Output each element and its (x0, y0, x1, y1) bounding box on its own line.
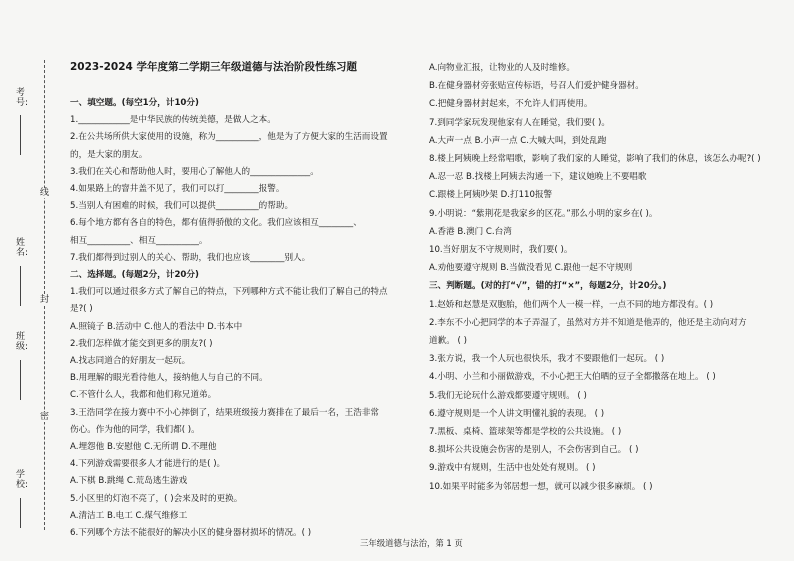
label-class: 班级: (16, 332, 29, 352)
right-line-12: 三、判断题。(对的打“√”，错的打“×”，每题2分，计20分。) (429, 281, 667, 292)
right-line-7: C.跟楼上阿姨吵架 D.打110报警 (429, 190, 553, 201)
left-line-18: 3.王浩同学在接力赛中不小心摔倒了，结果班级接力赛排在了最后一名，王浩非常 (70, 407, 379, 418)
left-line-0: 一、填空题。(每空1分，计10分) (70, 98, 199, 108)
left-line-14: 2.我们怎样做才能交到更多的朋友?( ) (70, 338, 213, 349)
page-title: 2023-2024 学年度第二学期三年级道德与法治阶段性练习题 (70, 61, 357, 73)
left-line-4: 3.我们在关心和帮助他人时，要用心了解他人的______________。 (70, 166, 319, 177)
left-line-13: A.照镜子 B.活动中 C.他人的看法中 D.书本中 (70, 321, 243, 332)
left-line-12: 是?( ) (70, 304, 93, 315)
right-line-17: 4.小明、小兰和小丽做游戏，不小心把王大伯晒的豆子全都撒落在地上。 ( ) (429, 372, 716, 383)
right-line-14: 2.李东不小心把同学的本子弄湿了，虽然对方并不知道是他弄的，他还是主动向对方 (429, 317, 747, 328)
label-name: 姓名: (16, 238, 29, 258)
left-line-24: A.清洁工 B.电工 C.煤气维修工 (70, 510, 188, 521)
left-line-21: 4.下列游戏需要很多人才能进行的是( )。 (70, 459, 226, 470)
seal-char-mi: 密 (40, 412, 50, 422)
right-line-0: A.向物业汇报，让物业的人及时维修。 (429, 63, 575, 73)
right-line-23: 10.如果平时能多为邻居想一想，就可以减少很多麻烦。 ( ) (429, 481, 653, 492)
left-line-2: 2.在公共场所供大家使用的设施，称为__________，他是为了方便大家的生活而设置 (70, 132, 388, 143)
right-line-6: A.忍一忍 B.找楼上阿姨去沟通一下，建议她晚上不要唱歌 (429, 172, 647, 183)
right-line-16: 3.张方说，我一个人玩也很快乐，我才不要跟他们一起玩。 ( ) (429, 354, 665, 365)
left-line-7: 6.每个地方都有各自的特色，都有值得骄傲的文化。我们应该相互________、 (70, 218, 362, 229)
left-line-9: 7.我们都得到过别人的关心、帮助，我们也应该________别人。 (70, 252, 311, 263)
right-line-20: 7.黑板、桌椅、篮球架等都是学校的公共设施。 ( ) (429, 427, 622, 437)
left-line-20: A.埋怨他 B.安慰他 C.无所谓 D.不理他 (70, 442, 217, 452)
right-line-1: B.在健身器材旁张贴宣传标语，号召人们爱护健身器材。 (429, 81, 644, 92)
left-line-17: C.不管什么人，我都和他们称兄道弟。 (70, 390, 217, 401)
left-line-3: 的，是大家的朋友。 (70, 149, 148, 160)
right-line-5: 8.楼上阿姨晚上经常唱歌，影响了我们家的人睡觉，影响了我们的休息，该怎么办呢?( ) (429, 154, 761, 164)
right-line-11: A.劝他要遵守规则 B.当做没看见 C.跟他一起不守规则 (429, 263, 633, 274)
right-line-22: 9.游戏中有规则，生活中也处处有规则。 ( ) (429, 463, 596, 474)
left-line-11: 1.我们可以通过很多方式了解自己的特点，下列哪种方式不能让我们了解自己的特点 (70, 287, 388, 298)
seal-char-feng: 封 (40, 295, 50, 305)
left-line-19: 伤心。作为他的同学，我们都( )。 (70, 424, 200, 435)
page-footer: 三年级道德与法治，第 1 页 (360, 538, 463, 548)
binding-margin (0, 0, 56, 561)
right-line-21: 8.损坏公共设施会伤害的是别人，不会伤害到自己。 ( ) (429, 445, 639, 456)
right-line-8: 9.小明说：“紫荆花是我家乡的区花。”那么小明的家乡在( )。 (429, 208, 658, 219)
label-exam-number: 考号: (16, 88, 29, 108)
left-line-1: 1.____________是中华民族的传统美德，是做人之本。 (70, 115, 276, 126)
right-line-15: 道歉。 ( ) (429, 336, 467, 346)
left-line-5: 4.如果路上的窨井盖不见了，我们可以打________报警。 (70, 184, 285, 194)
left-line-15: A.找志同道合的好朋友一起玩。 (70, 356, 191, 366)
left-line-25: 6.下列哪个方法不能很好的解决小区的健身器材损坏的情况。( ) (70, 528, 312, 538)
right-line-19: 6.遵守规则是一个人讲文明懂礼貌的表现。 ( ) (429, 408, 605, 419)
right-line-2: C.把健身器材封起来，不允许人们再使用。 (429, 99, 593, 110)
right-line-13: 1.赵娇和赵慧是双胞胎，他们两个人一模一样，一点不同的地方都没有。( ) (429, 299, 714, 310)
right-line-10: 10.当好朋友不守规则时，我们要( )。 (429, 245, 573, 255)
left-line-23: 5.小区里的灯泡不亮了，( )会来及时的更换。 (70, 493, 243, 504)
label-school: 学校: (16, 470, 29, 490)
left-line-10: 二、选择题。(每题2分，计20分) (70, 270, 199, 280)
left-line-8: 相互__________、相互__________。 (70, 235, 208, 246)
left-line-22: A.下棋 B.跳绳 C.荒岛逃生游戏 (70, 476, 188, 487)
seal-char-xian: 线 (40, 188, 50, 198)
right-line-18: 5.我们无论玩什么游戏都要遵守规则。 ( ) (429, 390, 587, 401)
right-line-3: 7.到同学家玩发现他家有人在睡觉，我们要( )。 (429, 117, 610, 128)
right-line-9: A.香港 B.澳门 C.台湾 (429, 226, 512, 237)
right-line-4: A.大声一点 B.小声一点 C.大喊大叫，到处乱跑 (429, 135, 607, 146)
left-line-16: B.用理解的眼光看待他人，接纳他人与自己的不同。 (70, 373, 268, 384)
left-line-6: 5.当别人有困难的时候，我们可以提供__________的帮助。 (70, 201, 294, 212)
